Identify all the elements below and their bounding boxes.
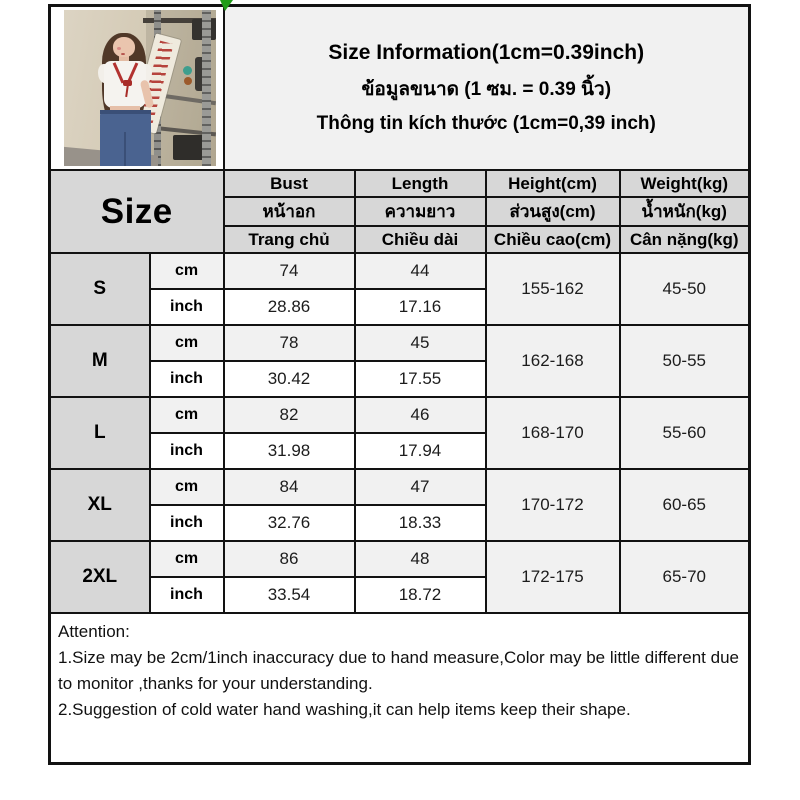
green-corner-accent: [220, 0, 233, 11]
cell-2xl-bust-inch: 33.54: [224, 577, 355, 613]
cell-2xl-weight: 65-70: [620, 541, 750, 613]
title-th: ข้อมูลขนาด (1 ซม. = 0.39 นิ้ว): [361, 79, 612, 100]
size-chart-sheet: [48, 4, 748, 765]
col-header-bust-vi: Trang chủ: [224, 226, 355, 253]
col-header-length-en: Length: [355, 170, 486, 197]
size-label-xl: XL: [50, 469, 150, 541]
unit-inch: inch: [150, 361, 224, 397]
cell-l-height: 168-170: [486, 397, 620, 469]
title-vi: Thông tin kích thước (1cm=0,39 inch): [316, 113, 656, 134]
cell-m-length-cm: 45: [355, 325, 486, 361]
unit-cm: cm: [150, 397, 224, 433]
cell-2xl-height: 172-175: [486, 541, 620, 613]
cell-2xl-bust-cm: 86: [224, 541, 355, 577]
col-header-length-th: ความยาว: [355, 197, 486, 226]
cell-s-height: 155-162: [486, 253, 620, 325]
cell-m-length-inch: 17.55: [355, 361, 486, 397]
size-label-2xl: 2XL: [50, 541, 150, 613]
size-row-2xl-cm: [50, 541, 750, 577]
attention-note-2: 2.Suggestion of cold water hand washing,it can help items keep their shape.: [58, 700, 631, 719]
cell-l-length-inch: 17.94: [355, 433, 486, 469]
col-header-weight-en: Weight(kg): [620, 170, 750, 197]
cell-s-length-inch: 17.16: [355, 289, 486, 325]
size-row-xl-cm: [50, 469, 750, 505]
unit-cm: cm: [150, 253, 224, 289]
attention-cell: [50, 613, 750, 764]
cell-s-weight: 45-50: [620, 253, 750, 325]
cell-l-weight: 55-60: [620, 397, 750, 469]
col-header-height-th: ส่วนสูง(cm): [486, 197, 620, 226]
cell-s-length-cm: 44: [355, 253, 486, 289]
model-photo: [64, 10, 216, 166]
unit-inch: inch: [150, 577, 224, 613]
cell-xl-bust-inch: 32.76: [224, 505, 355, 541]
size-row-l-cm: [50, 397, 750, 433]
cell-xl-length-inch: 18.33: [355, 505, 486, 541]
size-table: [48, 4, 751, 765]
attention-heading: Attention:: [58, 622, 130, 641]
cell-xl-height: 170-172: [486, 469, 620, 541]
cell-s-bust-cm: 74: [224, 253, 355, 289]
cell-m-height: 162-168: [486, 325, 620, 397]
cell-m-weight: 50-55: [620, 325, 750, 397]
ornament-ball: [183, 66, 192, 75]
col-header-bust-en: Bust: [224, 170, 355, 197]
cell-l-length-cm: 46: [355, 397, 486, 433]
unit-cm: cm: [150, 541, 224, 577]
column-header-row-en: [50, 170, 750, 197]
size-label-m: M: [50, 325, 150, 397]
col-header-length-vi: Chiều dài: [355, 226, 486, 253]
unit-inch: inch: [150, 505, 224, 541]
col-header-weight-vi: Cân nặng(kg): [620, 226, 750, 253]
title-cell: [224, 6, 750, 171]
header-banner-row: [50, 6, 750, 171]
unit-inch: inch: [150, 433, 224, 469]
cell-2xl-length-inch: 18.72: [355, 577, 486, 613]
cell-2xl-length-cm: 48: [355, 541, 486, 577]
col-header-height-en: Height(cm): [486, 170, 620, 197]
shelf-post: [202, 10, 211, 166]
attention-row: [50, 613, 750, 764]
col-header-weight-th: น้ำหนัก(kg): [620, 197, 750, 226]
cell-xl-length-cm: 47: [355, 469, 486, 505]
size-row-s-cm: [50, 253, 750, 289]
model-lips: [121, 53, 125, 55]
jeans-seam: [124, 132, 126, 166]
title-en: Size Information(1cm=0.39inch): [328, 41, 645, 64]
size-label-l: L: [50, 397, 150, 469]
cell-xl-bust-cm: 84: [224, 469, 355, 505]
model-photo-cell: [50, 6, 224, 171]
unit-inch: inch: [150, 289, 224, 325]
cell-xl-weight: 60-65: [620, 469, 750, 541]
size-column-header: Size: [50, 170, 224, 253]
unit-cm: cm: [150, 469, 224, 505]
cell-l-bust-cm: 82: [224, 397, 355, 433]
size-label-s: S: [50, 253, 150, 325]
col-header-bust-th: หน้าอก: [224, 197, 355, 226]
cell-s-bust-inch: 28.86: [224, 289, 355, 325]
jeans-waistband: [100, 110, 150, 114]
cell-m-bust-cm: 78: [224, 325, 355, 361]
cell-l-bust-inch: 31.98: [224, 433, 355, 469]
cell-m-bust-inch: 30.42: [224, 361, 355, 397]
col-header-height-vi: Chiều cao(cm): [486, 226, 620, 253]
size-row-m-cm: [50, 325, 750, 361]
unit-cm: cm: [150, 325, 224, 361]
attention-note-1: 1.Size may be 2cm/1inch inaccuracy due to hand measure,Color may be little different due to monitor ,thanks for your understanding.: [58, 648, 739, 693]
